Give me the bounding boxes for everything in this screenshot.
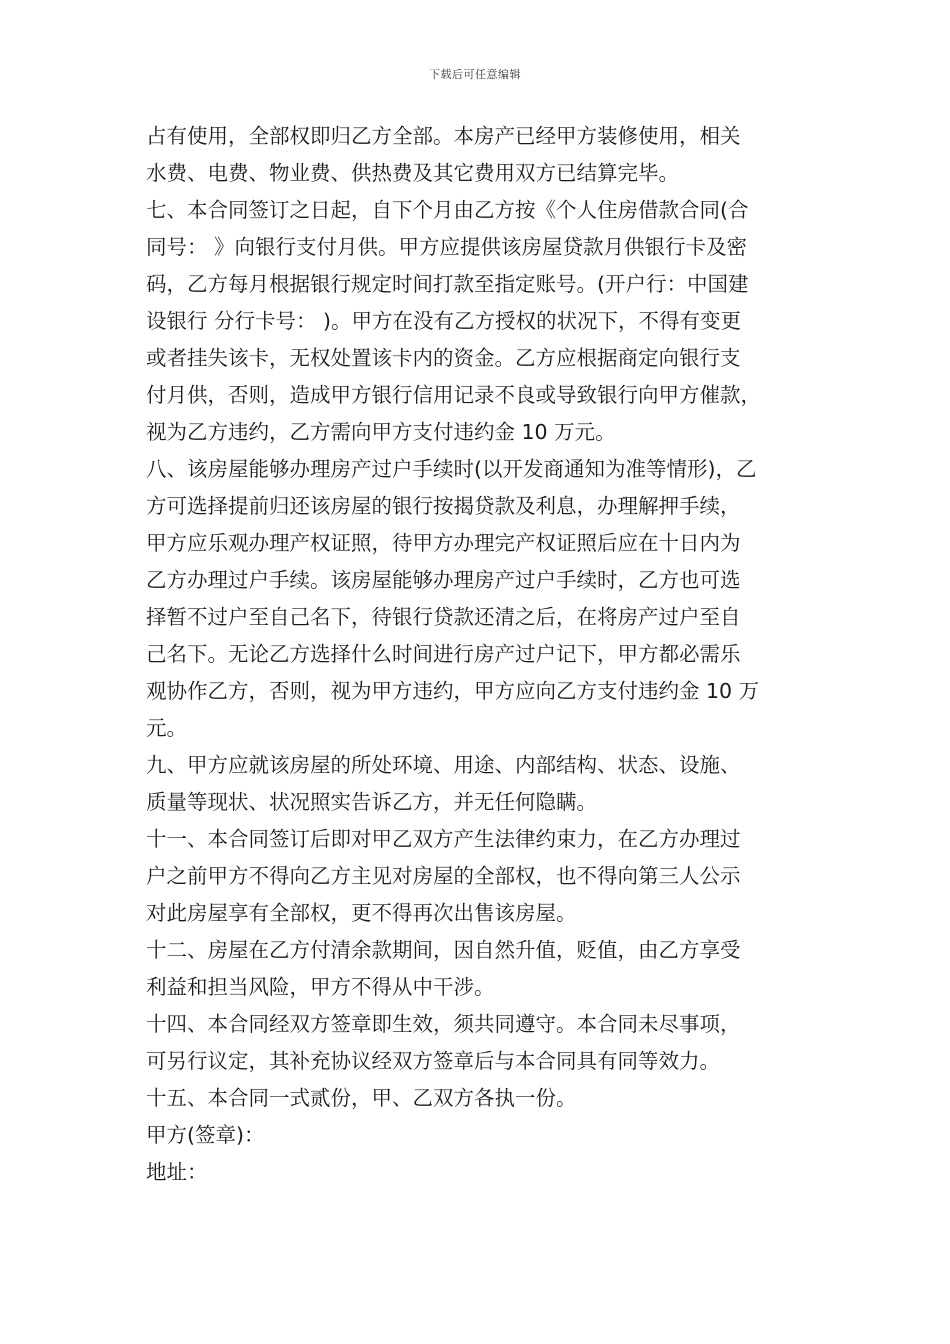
text-line: 占有使用，全部权即归乙方全部。本房产已经甲方装修使用，相关 (146, 124, 741, 148)
page-header: 下载后可任意编辑 (429, 68, 521, 81)
signature-label-party-a: 甲方(签章)： (146, 1123, 265, 1147)
text-line: 视为乙方违约，乙方需向甲方支付违约金 10 万元。 (146, 420, 616, 444)
text-line: 水费、电费、物业费、供热费及其它费用双方已结算完毕。 (146, 161, 679, 185)
text-line: 择暂不过户至自己名下，待银行贷款还清之后，在将房产过户至自 (146, 605, 741, 629)
text-line: 质量等现状、状况照实告诉乙方，并无任何隐瞒。 (146, 790, 597, 814)
text-line: 码，乙方每月根据银行规定时间打款至指定账号。(开户行：中国建 (146, 272, 749, 296)
text-line: 或者挂失该卡，无权处置该卡内的资金。乙方应根据商定向银行支 (146, 346, 741, 370)
text-line: 利益和担当风险，甲方不得从中干涉。 (146, 975, 495, 999)
text-line: 方可选择提前归还该房屋的银行按揭贷款及利息，办理解押手续， (146, 494, 741, 518)
text-line: 十五、本合同一式贰份，甲、乙双方各执一份。 (146, 1086, 577, 1110)
text-line: 七、本合同签订之日起，自下个月由乙方按《个人住房借款合同(合 (146, 198, 749, 222)
text-line: 乙方办理过户手续。该房屋能够办理房产过户手续时，乙方也可选 (146, 568, 741, 592)
text-line: 付月供，否则，造成甲方银行信用记录不良或导致银行向甲方催款， (146, 383, 761, 407)
text-line: 己名下。无论乙方选择什么时间进行房产过户记下，甲方都必需乐 (146, 642, 741, 666)
text-line: 八、该房屋能够办理房产过户手续时(以开发商通知为准等情形)，乙 (146, 457, 757, 481)
text-line: 九、甲方应就该房屋的所处环境、用途、内部结构、状态、设施、 (146, 753, 741, 777)
text-line: 十二、房屋在乙方付清余款期间，因自然升值，贬值，由乙方享受 (146, 938, 741, 962)
text-line: 观协作乙方，否则，视为甲方违约，甲方应向乙方支付违约金 10 万 (146, 679, 760, 703)
text-line: 甲方应乐观办理产权证照，待甲方办理完产权证照后应在十日内为 (146, 531, 741, 555)
text-line: 设银行 分行卡号： )。甲方在没有乙方授权的状况下，不得有变更 (146, 309, 742, 333)
text-line: 可另行议定，其补充协议经双方签章后与本合同具有同等效力。 (146, 1049, 720, 1073)
text-line: 十四、本合同经双方签章即生效，须共同遵守。本合同未尽事项， (146, 1012, 741, 1036)
text-line: 同号： 》向银行支付月供。甲方应提供该房屋贷款月供银行卡及密 (146, 235, 748, 259)
contract-body (146, 118, 826, 1191)
text-line: 户之前甲方不得向乙方主见对房屋的全部权，也不得向第三人公示 (146, 864, 741, 888)
text-line: 元。 (146, 716, 187, 740)
address-label: 地址： (146, 1160, 208, 1184)
text-line: 对此房屋享有全部权，更不得再次出售该房屋。 (146, 901, 577, 925)
text-line: 十一、本合同签订后即对甲乙双方产生法律约束力，在乙方办理过 (146, 827, 741, 851)
